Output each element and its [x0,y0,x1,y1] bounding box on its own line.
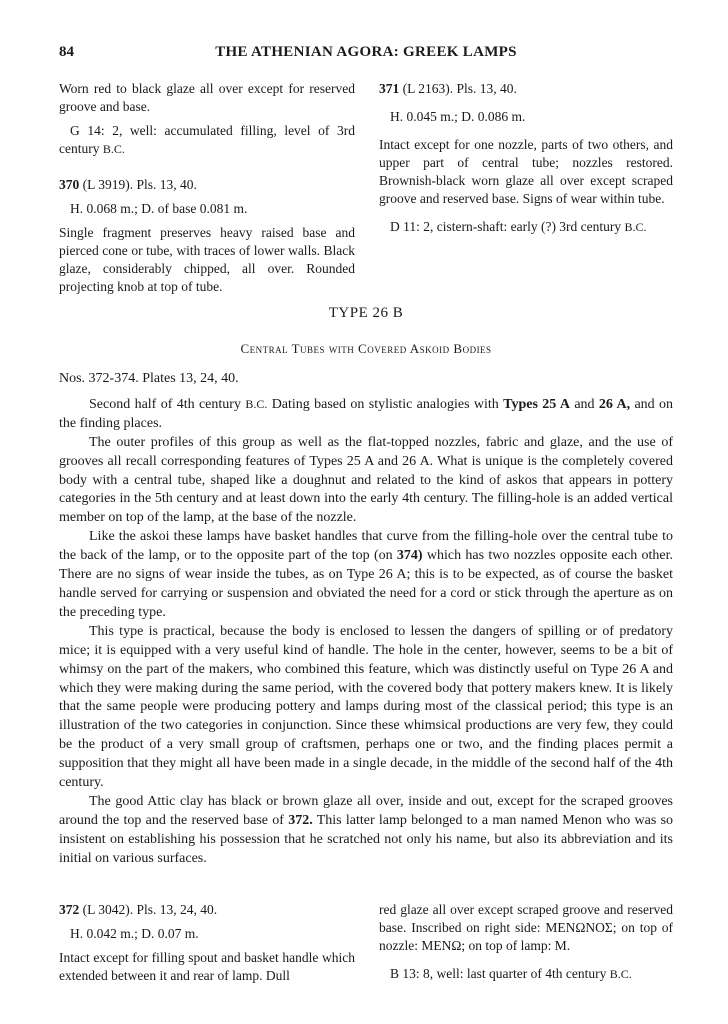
inscription-menonos: ΜΕΝΩΝΟΣ; [545,920,617,935]
paragraph-handles: Like the askoi these lamps have basket handles that curve from the filling-hole over the central tube to the back of the lamp, or to the opposite part of the top (on 374) which has two nozzles opposite each other. There are no signs of wear inside the tubes, as on Type 26 A; this is to be expected, as of course the basket handle served for carrying or suspension and obviated the need for a cord or stick through the aperture as on the preceding type. [59,529,673,620]
entry-372-description: Intact except for filling spout and basket handle which extended between it and rear of lamp. Dull [59,950,355,983]
entry-370-description: Single fragment preserves heavy raised base and pierced cone or tube, with traces of lower walls. Black glaze, considerably chipped, all over. Rounded projecting knob at top of tube. [59,225,355,294]
page-header [59,44,673,66]
entry-372-dimensions: H. 0.042 m.; D. 0.07 m. [70,926,199,941]
paragraph-profiles: The outer profiles of this group as well as the flat-topped nozzles, fabric and glaze, and the use of grooves all recall corresponding features of Types 25 A and 26 A. What is unique is the completely covered body with a central tube, shaped like a doughnut and related to the kind of askos that appears in pottery categories in the 5th century and at least down into the early 4th century. The filling-hole is an added vertical member on top of the lamp, at the base of the nozzle. [59,434,673,526]
find-context: D 11: 2, cistern-shaft: early (?) 3rd century B.C. [390,219,647,234]
entry-number: 372 [59,902,80,917]
top-right-column [379,80,673,236]
bottom-left-column [59,901,355,985]
entry-370-dimensions: H. 0.068 m.; D. of base 0.081 m. [70,201,248,216]
find-context: B 13: 8, well: last quarter of 4th century B.C. [390,966,632,981]
type-heading: TYPE 26 B [328,305,404,321]
catalog-continuation: Worn red to black glaze all over except for reserved groove and base. [59,81,355,114]
type-discussion [59,370,673,869]
bottom-right-column [379,901,673,983]
entry-number: 371 [379,81,400,96]
catalog-numbers: Nos. 372-374. Plates 13, 24, 40. [59,371,239,386]
running-title: THE ATHENIAN AGORA: GREEK LAMPS [215,44,517,60]
inscription-meno: ΜΕΝΩ; [421,938,466,953]
type-subheading: Central Tubes with Covered Askoid Bodies [240,341,492,356]
find-context: G 14: 2, well: accumulated filling, level of 3rd century B.C. [59,123,355,156]
catalog-entry-370-heading: 370 (L 3919). Pls. 13, 40. [59,177,197,192]
catalog-entry-372-heading: 372 (L 3042). Pls. 13, 24, 40. [59,902,218,917]
entry-number: 370 [59,177,80,192]
paragraph-practical: This type is practical, because the body is enclosed to lessen the dangers of spilling or of predatory mice; it is equipped with a very useful kind of handle. The hole in the center, however, seems to be a bit of whimsy on the part of the makers, who combined this feature, which was distinctly useful on Type 26 A and which they were making during the same period, with the covered body that pottery makers knew. It is likely that the same people were producing pottery and lamps during most of the classical period; this type is an illustration of the two categories in conjunction. Since these whimsical productions are very few, they could be the product of a very small group of craftsmen, perhaps one or two, and the finding places permit a supposition that they might all have been made in a single decade, in the middle of the second half of the 4th century. [59,623,673,791]
page-number: 84 [59,44,74,60]
top-left-column [59,80,355,296]
paragraph-clay: The good Attic clay has black or brown glaze all over, inside and out, except for the scraped grooves around the top and the reserved base of 372. This latter lamp belonged to a man named Menon who was so insistent on establishing his possession that he scratched not only his name, but also its abbreviation and its initial on various surfaces. [59,793,674,866]
paragraph-dating: Second half of 4th century B.C. Dating based on stylistic analogies with Types 25 A and 26 A, and on the finding places. [59,396,674,431]
entry-371-description: Intact except for one nozzle, parts of two others, and upper part of central tube; nozzles restored. Brownish-black worn glaze all over except scraped groove and reserved base. Signs of wear within tube. [379,137,673,206]
entry-371-dimensions: H. 0.045 m.; D. 0.086 m. [390,109,526,124]
entry-372-description-continued: red glaze all over except scraped groove and reserved base. Inscribed on right side: ΜΕΝΩΝΟΣ; on top of nozzle: ΜΕΝΩ; on top of lamp: Μ. [379,902,674,953]
catalog-entry-371-heading: 371 (L 2163). Pls. 13, 40. [379,81,517,96]
inscription-m: Μ. [554,938,571,953]
